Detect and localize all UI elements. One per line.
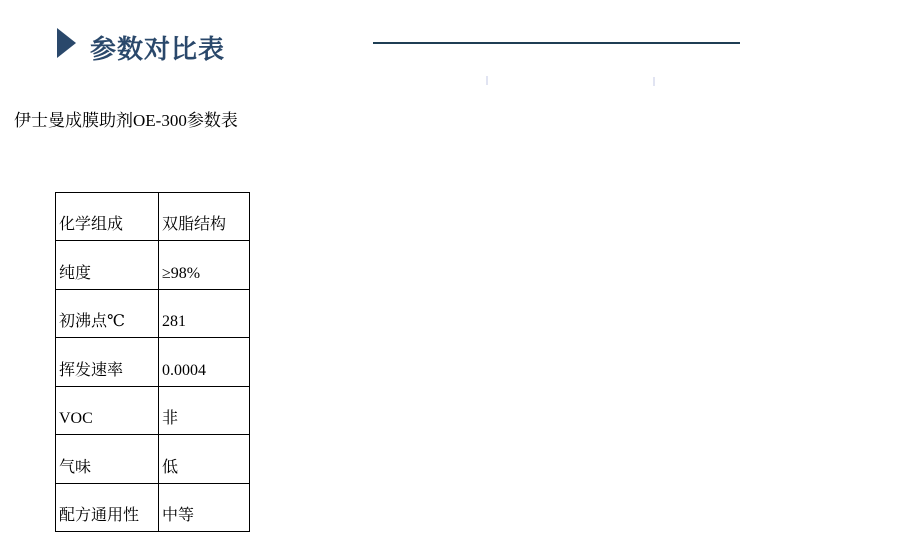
header-divider-line bbox=[373, 42, 740, 44]
param-value: 低 bbox=[159, 435, 250, 483]
param-value: 非 bbox=[159, 386, 250, 434]
param-value: 中等 bbox=[159, 483, 250, 531]
parameter-table bbox=[55, 192, 250, 532]
param-label: VOC bbox=[56, 386, 159, 434]
param-value: 0.0004 bbox=[159, 338, 250, 386]
table-row bbox=[56, 193, 250, 241]
param-value: 281 bbox=[159, 289, 250, 337]
param-label: 纯度 bbox=[56, 241, 159, 289]
table-row bbox=[56, 289, 250, 337]
param-label: 化学组成 bbox=[56, 193, 159, 241]
param-value: ≥98% bbox=[159, 241, 250, 289]
right-triangle-icon bbox=[57, 28, 76, 58]
table-row bbox=[56, 338, 250, 386]
param-value: 双脂结构 bbox=[159, 193, 250, 241]
page-title: 参数对比表 bbox=[90, 34, 226, 64]
faint-artifact bbox=[653, 77, 655, 86]
param-label: 初沸点℃ bbox=[56, 289, 159, 337]
param-label: 配方通用性 bbox=[56, 483, 159, 531]
parameter-table-body bbox=[56, 193, 250, 532]
table-row bbox=[56, 241, 250, 289]
param-label: 气味 bbox=[56, 435, 159, 483]
table-row bbox=[56, 483, 250, 531]
table-caption: 伊士曼成膜助剂OE-300参数表 bbox=[14, 111, 238, 130]
faint-artifact bbox=[486, 76, 488, 85]
param-label: 挥发速率 bbox=[56, 338, 159, 386]
table-row bbox=[56, 386, 250, 434]
table-row bbox=[56, 435, 250, 483]
